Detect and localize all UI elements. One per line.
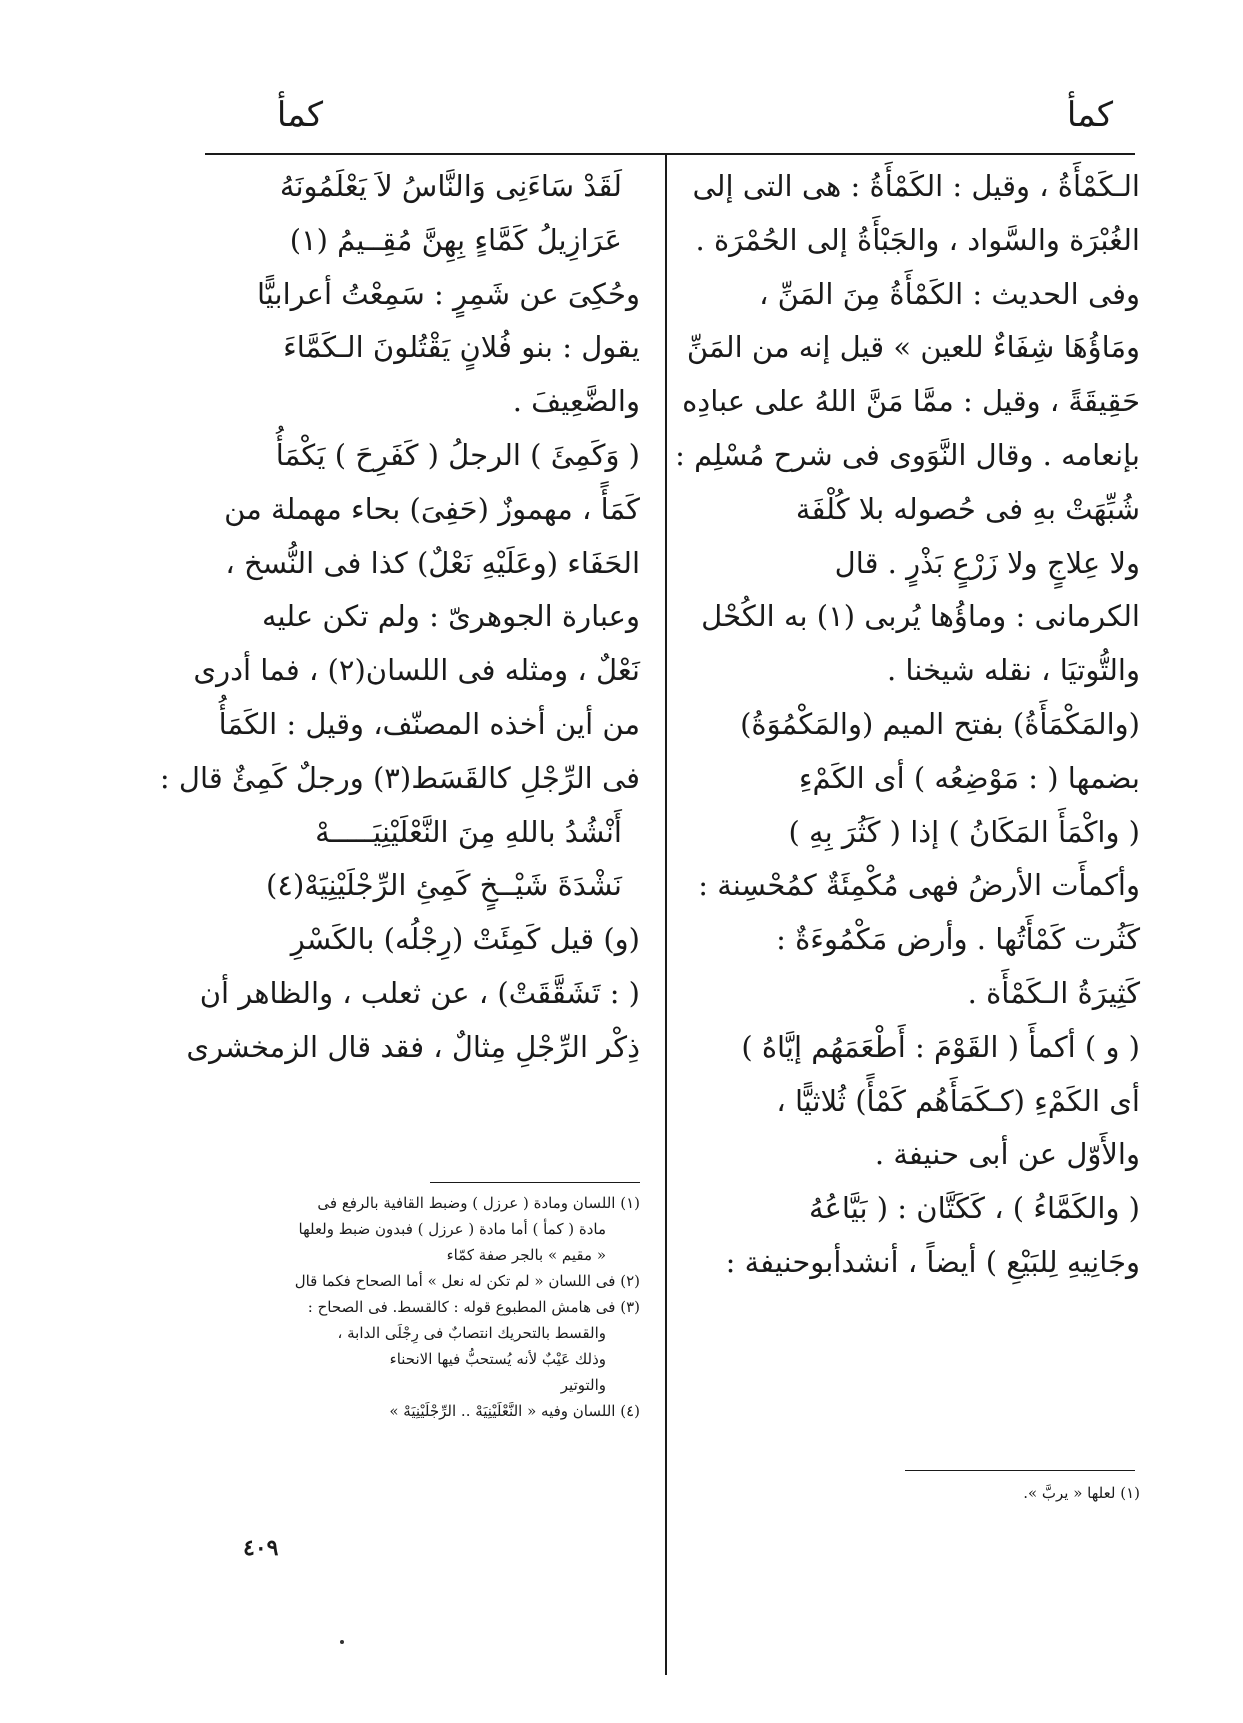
text-line: وأكمأَت الأرضُ فهى مُكْمِئَةٌ كمُحْسِنة : [698,868,1140,903]
text-line: أى الكَمْءِ (كـكَمَأَهُم كَمْأً) ثُلاثيًّا ، [776,1083,1140,1118]
header-keyword-left: كمأ [276,95,324,135]
text-line: يقول : بنو فُلانٍ يَقْتُلونَ الـكَمَّاءَ [283,330,640,365]
text-line: ( وَكَمِئَ ) الرجلُ ( كَفَرِحَ ) يَكْمَأُ [275,437,640,472]
text-line: والأَوّل عن أبى حنيفة . [874,1137,1140,1172]
text-line: وحُكِىَ عن شَمِرٍ : سَمِعْتُ أعرابيًّا [256,276,640,311]
text-line: ولا عِلاجٍ ولا زَرْعٍ بَذْرٍ . قال [834,545,1140,580]
footnote-line: والقسط بالتحريك انتصابٌ فى رِجْلَى الدابة ، [337,1324,606,1342]
text-line: الكرمانى : وماؤُها يُربى (١) به الكُحْل [701,599,1140,634]
verse-line: لَقَدْ سَاءَنِى وَالنَّاسُ لاَ يَعْلَمُونَهُ [279,169,622,203]
right-column [675,160,1140,1290]
text-line: ( والكَمَّاءُ ) ، كَكَتَّان : ( بَيَّاعُهُ [809,1191,1140,1226]
footnote-line: والتوتير [560,1376,606,1394]
column-divider [665,155,667,1675]
left-column [159,160,640,1075]
text-line: كَثِيرَةُ الـكَمْأَة . [967,975,1140,1010]
text-line: الـكَمْأَةُ ، وقيل : الكَمْأَةُ : هى التى إلى [692,169,1140,203]
footnote-line: وذلك عَيْبٌ لأنه يُستحبُّ فيها الانحناء [389,1350,606,1368]
footnote-rule-left [430,1182,640,1183]
text-line: والتُّوتيَا ، نقله شيخنا . [887,653,1140,688]
footnote-line: (٤) اللسان وفيه « النَّعْلَيْنِيَهْ .. الرِّجْلَيْنِيَهْ » [389,1402,640,1420]
text-line: الغُبْرَة والسَّواد ، والجَبْأَةُ إلى الحُمْرَة . [695,222,1140,257]
text-line: ( واكْمَأَ المَكَانُ ) إذا ( كَثُرَ بِهِ ) [788,814,1140,849]
text-line: وفى الحديث : الكَمْأَةُ مِنَ المَنِّ ، [759,276,1140,311]
text-line: ومَاؤُهَا شِفَاءٌ للعين » قيل إنه من المَنِّ [686,330,1140,365]
text-line: الحَفَاء (وعَلَيْهِ نَعْلٌ) كذا فى النُّسخ ، [225,545,640,580]
verse-line: أَنْشُدُ باللهِ مِنَ النَّعْلَيْنِيَـــــهْ [315,814,622,849]
text-line: (والمَكْمَأَةُ) بفتح الميم (والمَكْمُوَةُ) [740,706,1140,741]
text-line: كَمَأً ، مهموزٌ (حَفِىَ) بحاء مهملة من [224,491,640,526]
footnote-line: (١) اللسان ومادة ( عرزل ) وضبط القافية بالرفع فى [317,1194,640,1212]
footnote-line: (٣) فى هامش المطبوع قوله : كالقسط. فى الصحاح : [307,1298,640,1316]
footnote-rule-right [905,1470,1135,1471]
text-line: بإنعامه . وقال النَّوَوى فى شرح مُسْلِم : [675,437,1140,472]
header-keyword-right: كمأ [1066,95,1114,135]
text-line: والضَّعِيفَ . [512,384,640,419]
verse-line: نَشْدَةَ شَيْــخٍ كَمِئِ الرِّجْلَيْنِيَهْ(٤) [266,868,622,903]
text-line: (و) قيل كَمِئَتْ (رِجْلُه) بالكَسْرِ [290,922,640,957]
footnotes-left [200,1190,640,1424]
text-line: بضمها ( : مَوْضِعُه ) أى الكَمْءِ [798,760,1140,795]
footnote-line: مادة ( كمأ ) أما مادة ( عرزل ) فبدون ضبط ولعلها [298,1220,606,1238]
footnote-line: (١) لعلها « يربَّ ». [1023,1484,1140,1502]
text-line: ( : تَشَقَّقَتْ) ، عن ثعلب ، والظاهر أن [199,975,640,1010]
page-number: ٤٠٩ [243,1535,279,1561]
text-line: شُبِّهَتْ بهِ فى حُصوله بلا كُلْفَة [795,491,1140,526]
text-line: كَثُرت كَمْأَتُها . وأرض مَكْمُوءَةٌ : [776,922,1140,957]
footnote-line: « مقيم » بالجر صفة كمّاء [446,1246,606,1264]
text-line: فى الرِّجْلِ كالقَسَط(٣) ورجلٌ كَمِئٌ قال : [159,760,640,795]
verse-line: عَرَازِيلُ كَمَّاءٍ بِهِنَّ مُقِــيمُ (١) [289,222,622,257]
text-line: وعبارة الجوهرىّ : ولم تكن عليه [261,599,640,634]
footnotes-right [700,1480,1140,1506]
text-line: ذِكْر الرِّجْلِ مِثالٌ ، فقد قال الزمخشرى [186,1029,640,1064]
text-line: وجَانِيهِ لِلبَيْعِ ) أيضاً ، أنشدأبوحنيفة : [725,1244,1140,1279]
footnote-line: (٢) فى اللسان « لم تكن له نعل » أما الصحاح فكما قال [294,1272,640,1290]
text-line: ( و ) أكمأَ ( القَوْمَ : أَطْعَمَهُم إيَّاهُ ) [741,1029,1140,1064]
header-rule [205,153,1135,155]
text-line: حَقِيقَةً ، وقيل : ممَّا مَنَّ اللهُ على عبادِه [682,384,1140,419]
print-speck [340,1640,344,1644]
text-line: من أين أخذه المصنّف، وقيل : الكَمَأُ [218,706,640,741]
text-line: نَعْلٌ ، ومثله فى اللسان(٢) ، فما أدرى [193,653,640,688]
